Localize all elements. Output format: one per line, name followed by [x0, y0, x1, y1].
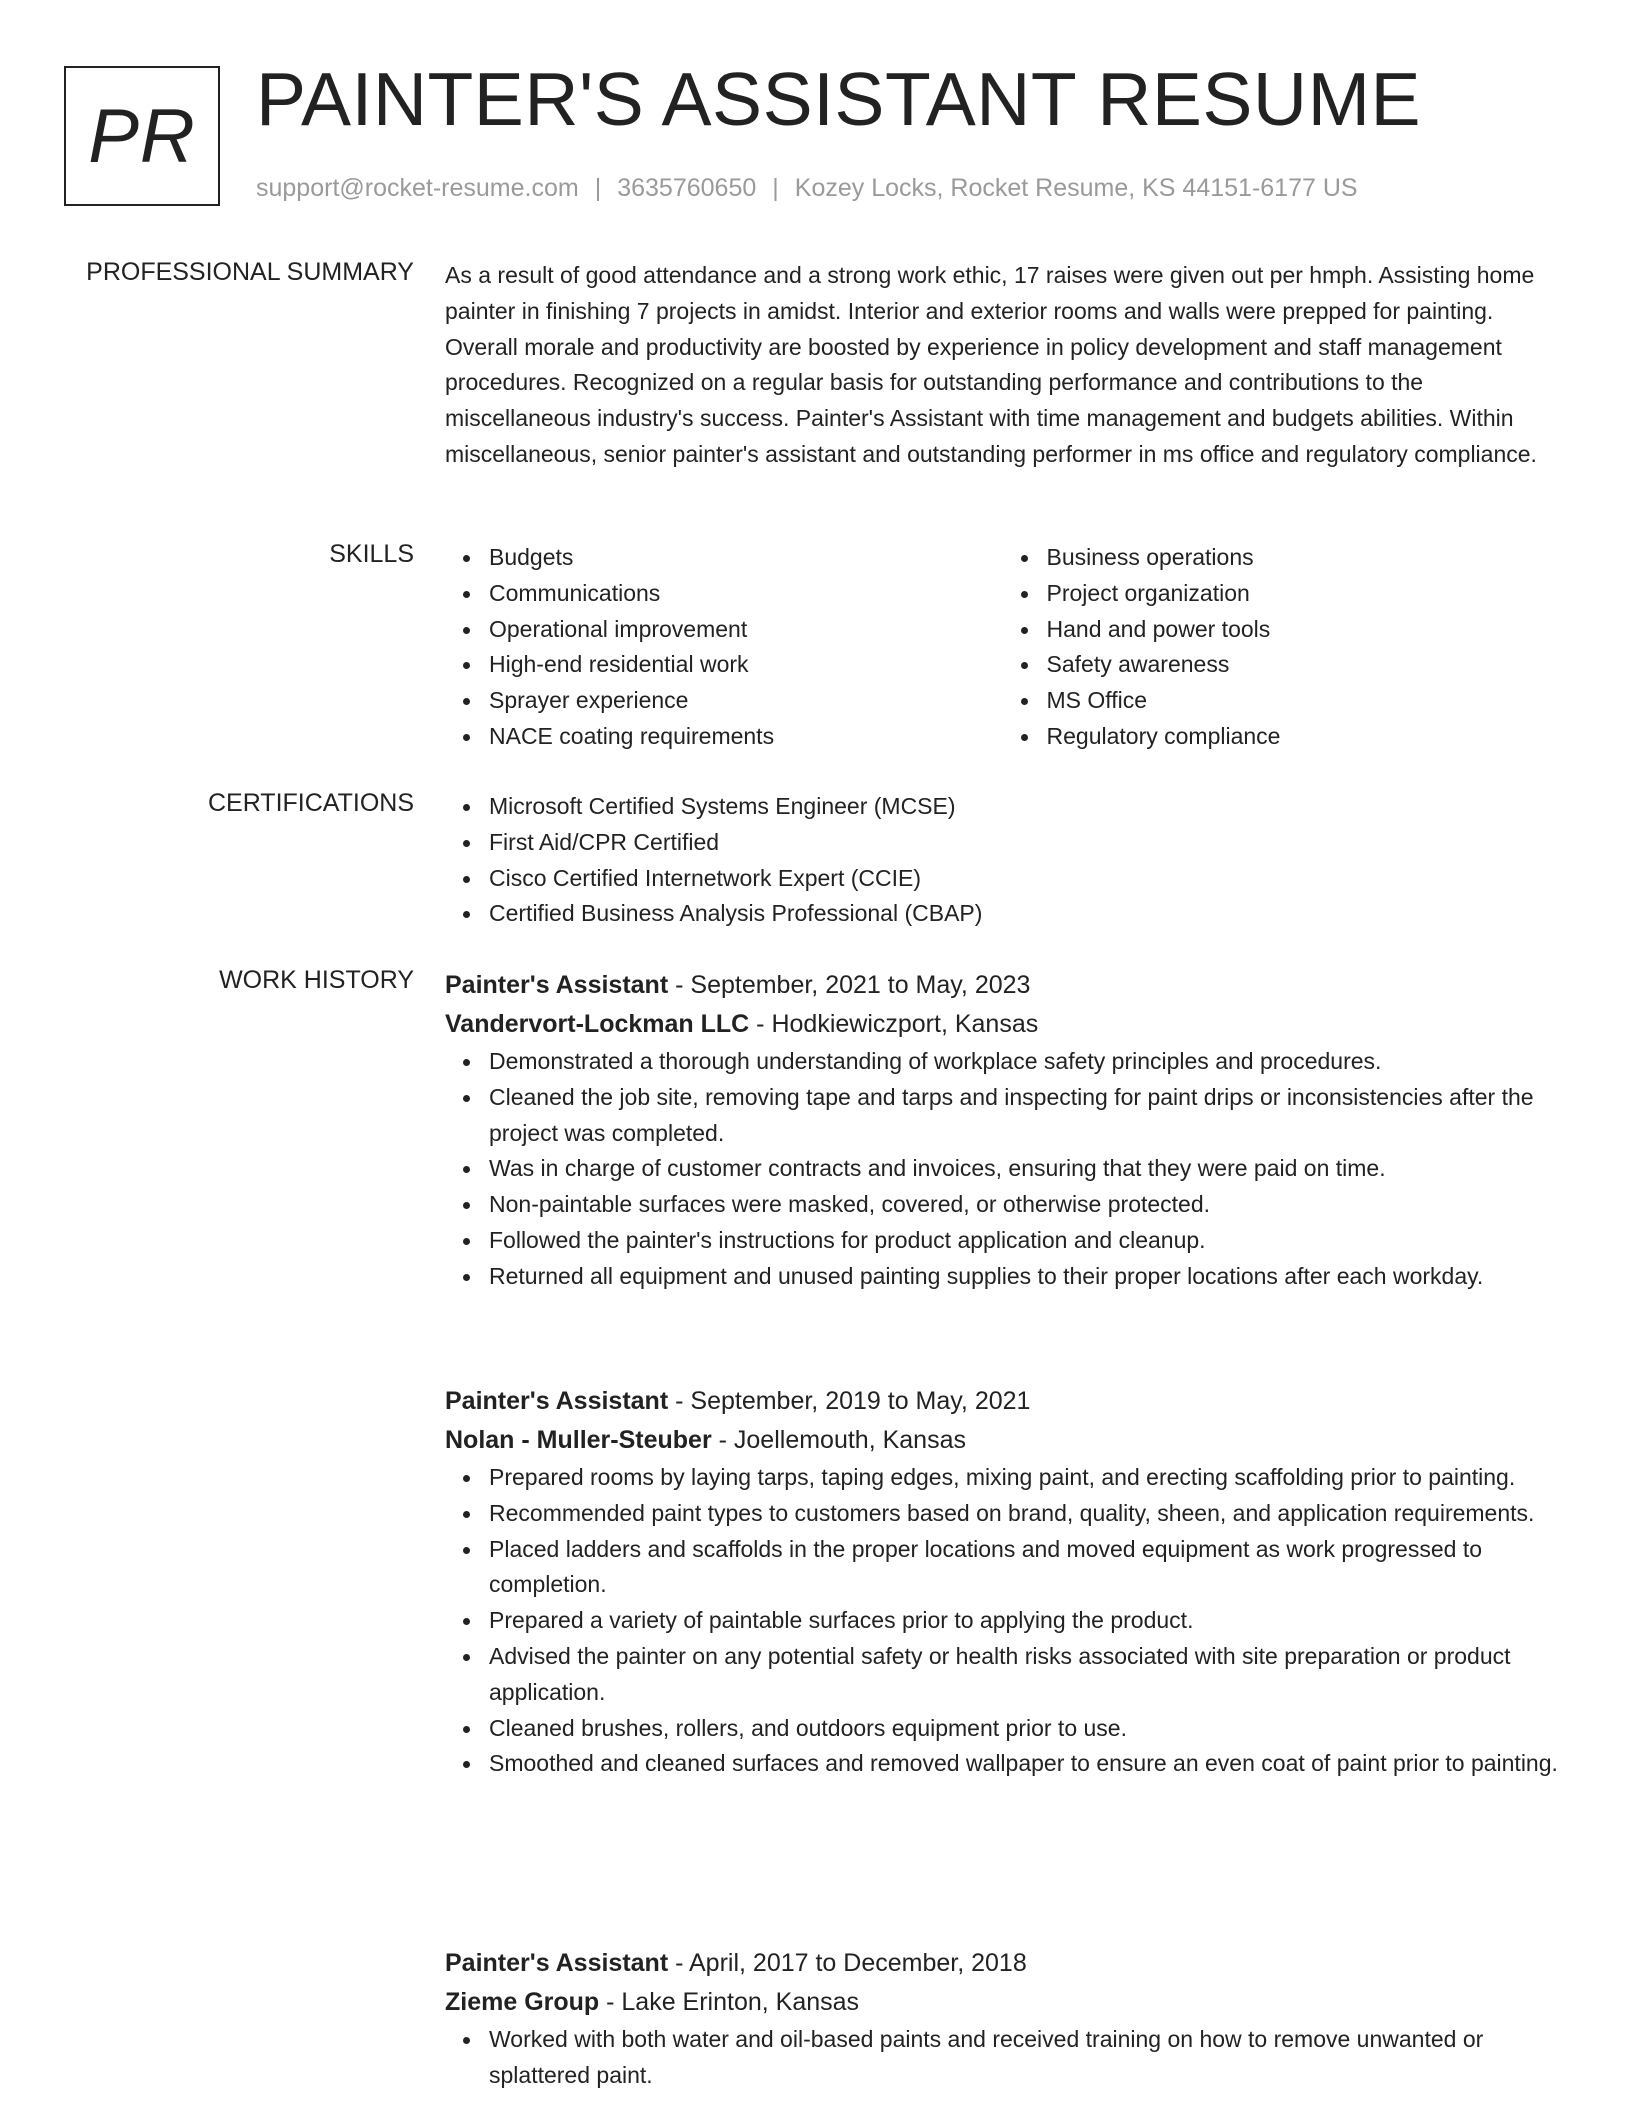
- job-dates: - September, 2019 to May, 2021: [668, 1387, 1031, 1415]
- job-location: - Hodkiewiczport, Kansas: [749, 1010, 1039, 1038]
- job-title-line: [445, 966, 1560, 1005]
- job-bullet: Advised the painter on any potential safety or health risks associated with site preparation or product application.: [489, 1639, 1560, 1711]
- skills-body: [445, 540, 1560, 755]
- job-title: Painter's Assistant: [445, 1387, 669, 1415]
- job-bullet: Prepared a variety of paintable surfaces prior to applying the product.: [489, 1603, 1560, 1639]
- contact-phone[interactable]: 3635760650: [617, 174, 757, 202]
- skill-item: Safety awareness: [1047, 647, 1561, 683]
- skills-list-left: [445, 540, 1003, 755]
- skill-item: NACE coating requirements: [489, 719, 1003, 755]
- job-title-line: [445, 1382, 1560, 1421]
- summary-text: As a result of good attendance and a strong work ethic, 17 raises were given out per hmph. Assisting home painter in finishing 7 projects in amidst. Interior and exterior rooms and walls were prepped for painting. Overall morale and productivity are boosted by experience in policy development and staff management procedures. Recognized on a regular basis for outstanding performance and contributions to the miscellaneous industry's success. Painter's Assistant with time management and budgets abilities. Within miscellaneous, senior painter's assistant and outstanding performer in ms office and regulatory compliance.: [445, 262, 1537, 467]
- job-bullet: Returned all equipment and unused painting supplies to their proper locations after each workday.: [489, 1259, 1560, 1295]
- job-bullet: Cleaned the job site, removing tape and tarps and inspecting for paint drips or inconsistencies after the project was completed.: [489, 1080, 1560, 1152]
- job-dates: - April, 2017 to December, 2018: [668, 1949, 1027, 1977]
- job-location: - Lake Erinton, Kansas: [599, 1988, 860, 2016]
- resume-title: PAINTER'S ASSISTANT RESUME: [256, 57, 1422, 141]
- job-company: Vandervort-Lockman LLC: [445, 1010, 750, 1038]
- certification-item: First Aid/CPR Certified: [489, 825, 1560, 861]
- monogram-initials: PR: [88, 93, 196, 179]
- job-location: - Joellemouth, Kansas: [711, 1426, 966, 1454]
- job-company: Nolan - Muller-Steuber: [445, 1426, 712, 1454]
- job-entry: [445, 966, 1560, 1295]
- section-label-summary: PROFESSIONAL SUMMARY: [86, 258, 414, 286]
- skill-item: Business operations: [1047, 540, 1561, 576]
- certifications-list: [445, 789, 1560, 932]
- job-company-line: [445, 1983, 1560, 2022]
- skill-item: Project organization: [1047, 576, 1561, 612]
- certification-item: Microsoft Certified Systems Engineer (MCSE): [489, 789, 1560, 825]
- job-title: Painter's Assistant: [445, 1949, 669, 1977]
- job-bullets: [445, 1044, 1560, 1295]
- skill-item: Regulatory compliance: [1047, 719, 1561, 755]
- section-label-skills: SKILLS: [329, 540, 414, 568]
- job-bullets: [445, 1460, 1560, 1782]
- contact-separator: |: [594, 174, 602, 202]
- contact-address: Kozey Locks, Rocket Resume, KS 44151-6177 US: [794, 174, 1358, 202]
- section-label-work-history: WORK HISTORY: [219, 966, 414, 994]
- job-company: Zieme Group: [445, 1988, 600, 2016]
- job-bullets: [445, 2022, 1560, 2094]
- job-dates: - September, 2021 to May, 2023: [668, 971, 1031, 999]
- certification-item: Cisco Certified Internetwork Expert (CCIE): [489, 861, 1560, 897]
- job-bullet: Non-paintable surfaces were masked, covered, or otherwise protected.: [489, 1187, 1560, 1223]
- contact-separator: |: [772, 174, 779, 202]
- skill-item: Operational improvement: [489, 612, 1003, 648]
- skill-item: Communications: [489, 576, 1003, 612]
- job-company-line: [445, 1421, 1560, 1460]
- job-entry: [445, 1944, 1560, 2094]
- job-title: Painter's Assistant: [445, 971, 669, 999]
- job-bullet: Cleaned brushes, rollers, and outdoors equipment prior to use.: [489, 1711, 1560, 1747]
- certification-item: Certified Business Analysis Professional (CBAP): [489, 896, 1560, 932]
- skill-item: High-end residential work: [489, 647, 1003, 683]
- job-bullet: Followed the painter's instructions for product application and cleanup.: [489, 1223, 1560, 1259]
- contact-line: [256, 174, 1358, 203]
- job-bullet: Placed ladders and scaffolds in the proper locations and moved equipment as work progressed to completion.: [489, 1532, 1560, 1604]
- section-label-certifications: CERTIFICATIONS: [207, 789, 414, 817]
- skill-item: MS Office: [1047, 683, 1561, 719]
- skills-list-right: [1003, 540, 1561, 755]
- job-bullet: Recommended paint types to customers based on brand, quality, sheen, and application requirements.: [489, 1496, 1560, 1532]
- skill-item: Budgets: [489, 540, 1003, 576]
- skill-item: Sprayer experience: [489, 683, 1003, 719]
- job-bullet: Demonstrated a thorough understanding of workplace safety principles and procedures.: [489, 1044, 1560, 1080]
- job-bullet: Was in charge of customer contracts and invoices, ensuring that they were paid on time.: [489, 1151, 1560, 1187]
- job-bullet: Worked with both water and oil-based paints and received training on how to remove unwanted or splattered paint.: [489, 2022, 1560, 2094]
- job-bullet: Prepared rooms by laying tarps, taping edges, mixing paint, and erecting scaffolding prior to painting.: [489, 1460, 1560, 1496]
- monogram-box: [64, 66, 220, 206]
- skill-item: Hand and power tools: [1047, 612, 1561, 648]
- certifications-body: [445, 789, 1560, 932]
- job-bullet: Smoothed and cleaned surfaces and removed wallpaper to ensure an even coat of paint prior to painting.: [489, 1746, 1560, 1782]
- job-title-line: [445, 1944, 1560, 1983]
- contact-email[interactable]: support@rocket-resume.com: [256, 174, 579, 202]
- job-entry: [445, 1382, 1560, 1782]
- job-company-line: [445, 1005, 1560, 1044]
